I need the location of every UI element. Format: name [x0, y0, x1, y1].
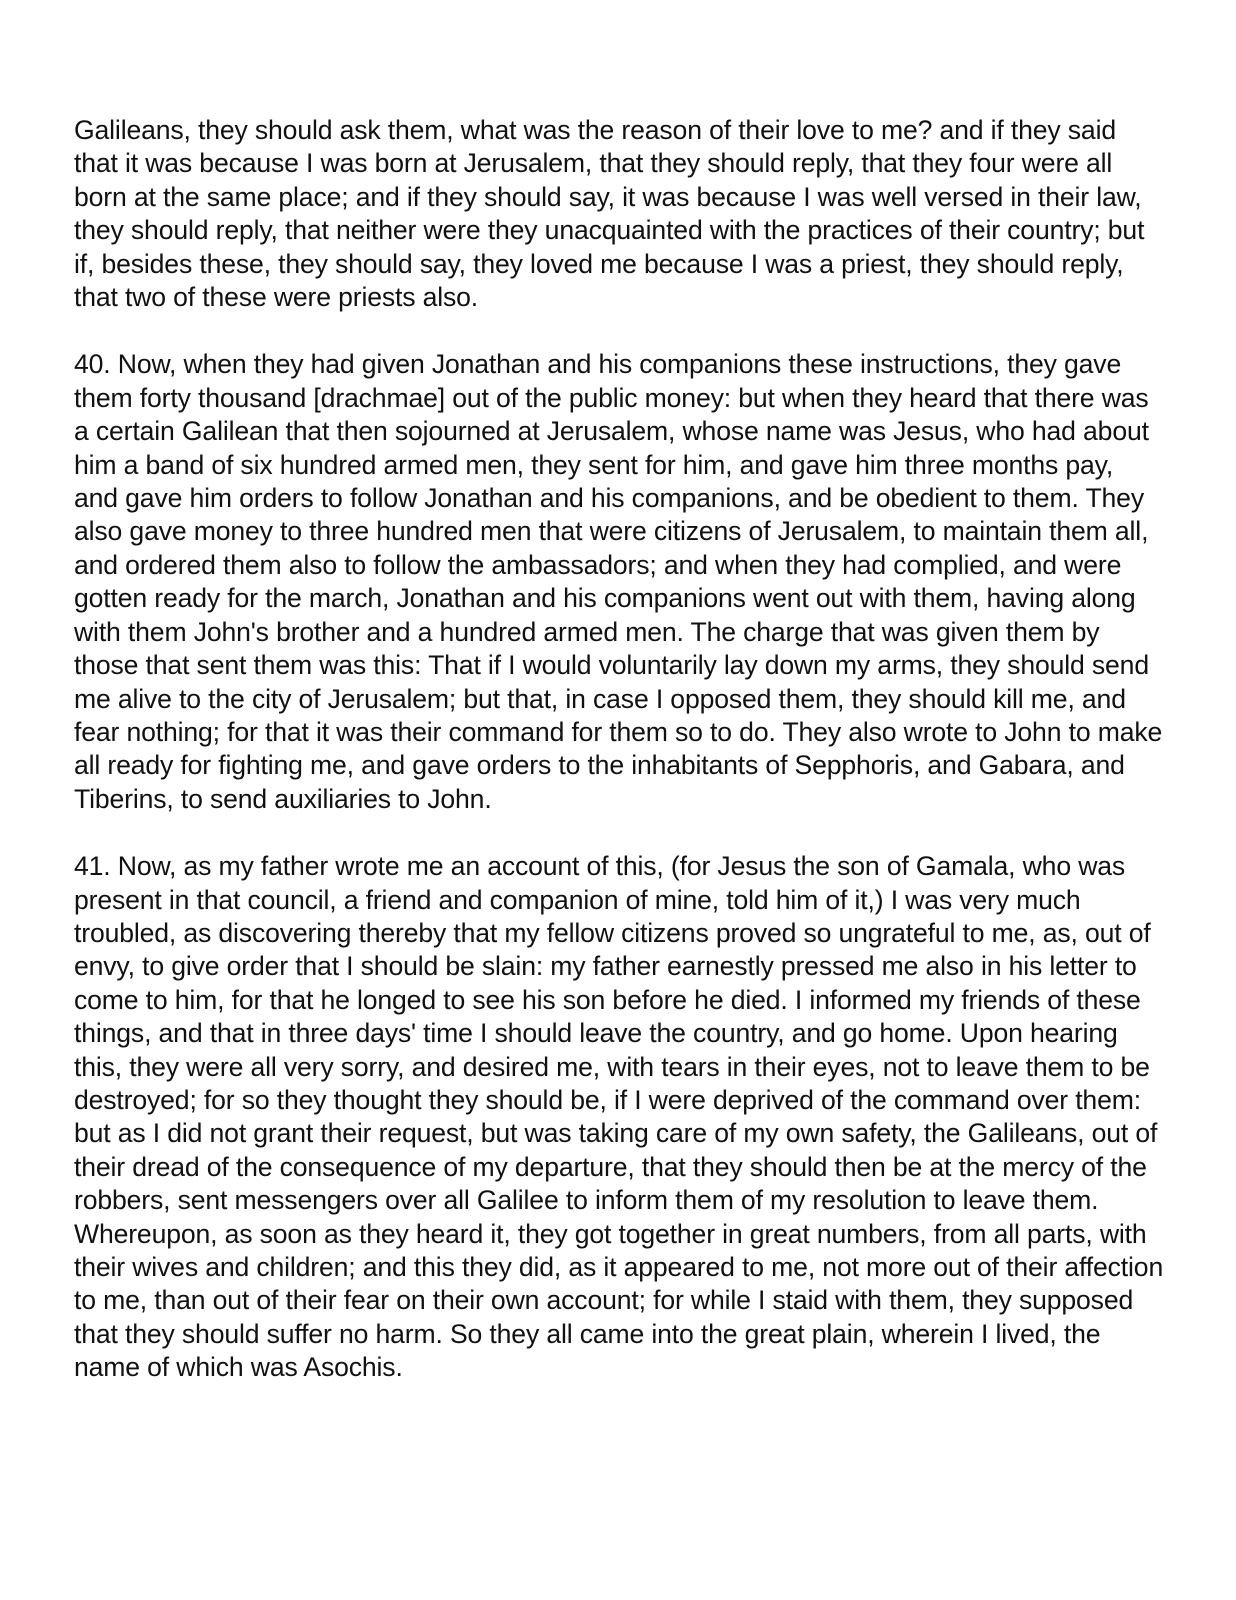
document-page	[74, 114, 1164, 1419]
paragraph-41: 41. Now, as my father wrote me an account of this, (for Jesus the son of Gamala, who was present in that council, a friend and companion of mine, told him of it,) I was very much troubled, as discovering thereby that my fellow citizens proved so ungrateful to me, as, out of envy, to give order that I should be slain: my father earnestly pressed me also in his letter to come to him, for that he longed to see his son before he died. I informed my friends of these things, and that in three days' time I should leave the country, and go home. Upon hearing this, they were all very sorry, and desired me, with tears in their eyes, not to leave them to be destroyed; for so they thought they should be, if I were deprived of the command over them: but as I did not grant their request, but was taking care of my own safety, the Galileans, out of their dread of the consequence of my departure, that they should then be at the mercy of the robbers, sent messengers over all Galilee to inform them of my resolution to leave them. Whereupon, as soon as they heard it, they got together in great numbers, from all parts, with their wives and children; and this they did, as it appeared to me, not more out of their affection to me, than out of their fear on their own account; for while I staid with them, they supposed that they should suffer no harm. So they all came into the great plain, wherein I lived, the name of which was Asochis.	[74, 851, 1164, 1383]
paragraph-40: 40. Now, when they had given Jonathan and his companions these instructions, they gave them forty thousand [drachmae] out of the public money: but when they heard that there was a certain Galilean that then sojourned at Jerusalem, whose name was Jesus, who had about him a band of six hundred armed men, they sent for him, and gave him three months pay, and gave him orders to follow Jonathan and his companions, and be obedient to them. They also gave money to three hundred men that were citizens of Jerusalem, to maintain them all, and ordered them also to follow the ambassadors; and when they had complied, and were gotten ready for the march, Jonathan and his companions went out with them, having along with them John's brother and a hundred armed men. The charge that was given them by those that sent them was this: That if I would voluntarily lay down my arms, they should send me alive to the city of Jerusalem; but that, in case I opposed them, they should kill me, and fear nothing; for that it was their command for them so to do. They also wrote to John to make all ready for fighting me, and gave orders to the inhabitants of Sepphoris, and Gabara, and Tiberins, to send auxiliaries to John.	[74, 349, 1163, 814]
paragraph-continuation: Galileans, they should ask them, what was the reason of their love to me? and if they said that it was because I was born at Jerusalem, that they should reply, that they four were all born at the same place; and if they should say, it was because I was well versed in their law, they should reply, that neither were they unacquainted with the practices of their country; but if, besides these, they should say, they loved me because I was a priest, they should reply, that two of these were priests also.	[74, 115, 1145, 313]
